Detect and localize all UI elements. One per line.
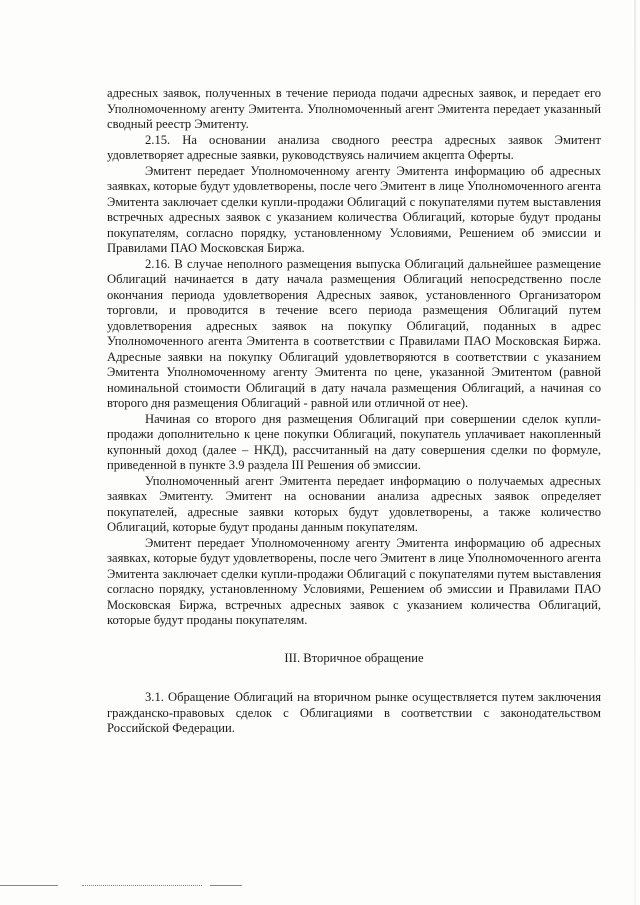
footer-rule-left [0,885,58,886]
footer-rule-right [210,885,242,886]
paragraph-3-1: 3.1. Обращение Облигаций на вторичном рынке осуществляется путем заключения гражданско-правовых сделок с Облигациями в соответствии с законодательством Российской Федерации. [107,690,601,735]
footer-rule-middle [82,885,202,886]
paragraph-2-15: 2.15. На основании анализа сводного реестра адресных заявок Эмитент удовлетворяет адресные заявки, руководствуясь наличием акцепта Оферты. [107,132,601,162]
paragraph-2-16: 2.16. В случае неполного размещения выпуска Облигаций дальнейшее размещение Облигаций начинается в дату начала размещения Облигаций непосредственно после окончания периода удовлетворения Адресных заявок, установленного Организатором торговли, и проводится в течение всего периода размещения Облигаций путем удовлетворения адресных заявок на покупку Облигаций, поданных в адрес Уполномоченного агента Эмитента в соответствии с Правилами ПАО Московская Биржа. Адресные заявки на покупку Облигаций удовлетворяются в соответствии с указанием Эмитента Уполномоченному агенту Эмитента по цене, указанной Эмитентом (равной номинальной стоимости Облигаций в дату начала размещения Облигаций, а начиная со второго дня размещения Облигаций - равной или отличной от нее). [107,256,601,410]
document-body [107,86,601,737]
paragraph-issuer-transfer: Эмитент передает Уполномоченному агенту Эмитента информацию об адресных заявках, которые будут удовлетворены, после чего Эмитент в лице Уполномоченного агента Эмитента заключает сделки купли-продажи Облигаций с покупателями путем выставления встречных адресных заявок с указанием количества Облигаций, которые будут проданы покупателям, согласно порядку, установленному Условиями, Решением об эмиссии и Правилами ПАО Московская Биржа. [107,163,602,255]
paragraph-issuer-deals: Эмитент передает Уполномоченному агенту Эмитента информацию об адресных заявках, которые будут удовлетворены, после чего Эмитент в лице Уполномоченного агента Эмитента заключает сделки купли-продажи Облигаций с покупателями путем выставления согласно порядку, установленному Условиями, Решением об эмиссии и Правилами ПАО Московская Биржа, встречных адресных заявок с указанием количества Облигаций, которые будут проданы покупателям. [107,535,602,627]
paragraph-accrued-coupon: Начиная со второго дня размещения Облигаций при совершении сделок купли-продажи дополнительно к цене покупки Облигаций, покупатель уплачивает накопленный купонный доход (далее – НКД), рассчитанный на дату совершения сделки по формуле, приведенной в пункте 3.9 раздела III Решения об эмиссии. [107,411,601,472]
scan-edge-shadow [634,0,636,905]
paragraph-continuation: адресных заявок, полученных в течение периода подачи адресных заявок, и передает его Уполномоченному агенту Эмитента. Уполномоченный агент Эмитента передает указанный сводный реестр Эмитенту. [107,86,601,131]
section-heading: III. Вторичное обращение [284,650,424,665]
paragraph-agent-info: Уполномоченный агент Эмитента передает информацию о получаемых адресных заявках Эмитенту. Эмитент на основании анализа адресных заявок определяет покупателей, адресные заявки которых будут удовлетворены, а также количество Облигаций, которые будут проданы данным покупателям. [107,473,601,534]
